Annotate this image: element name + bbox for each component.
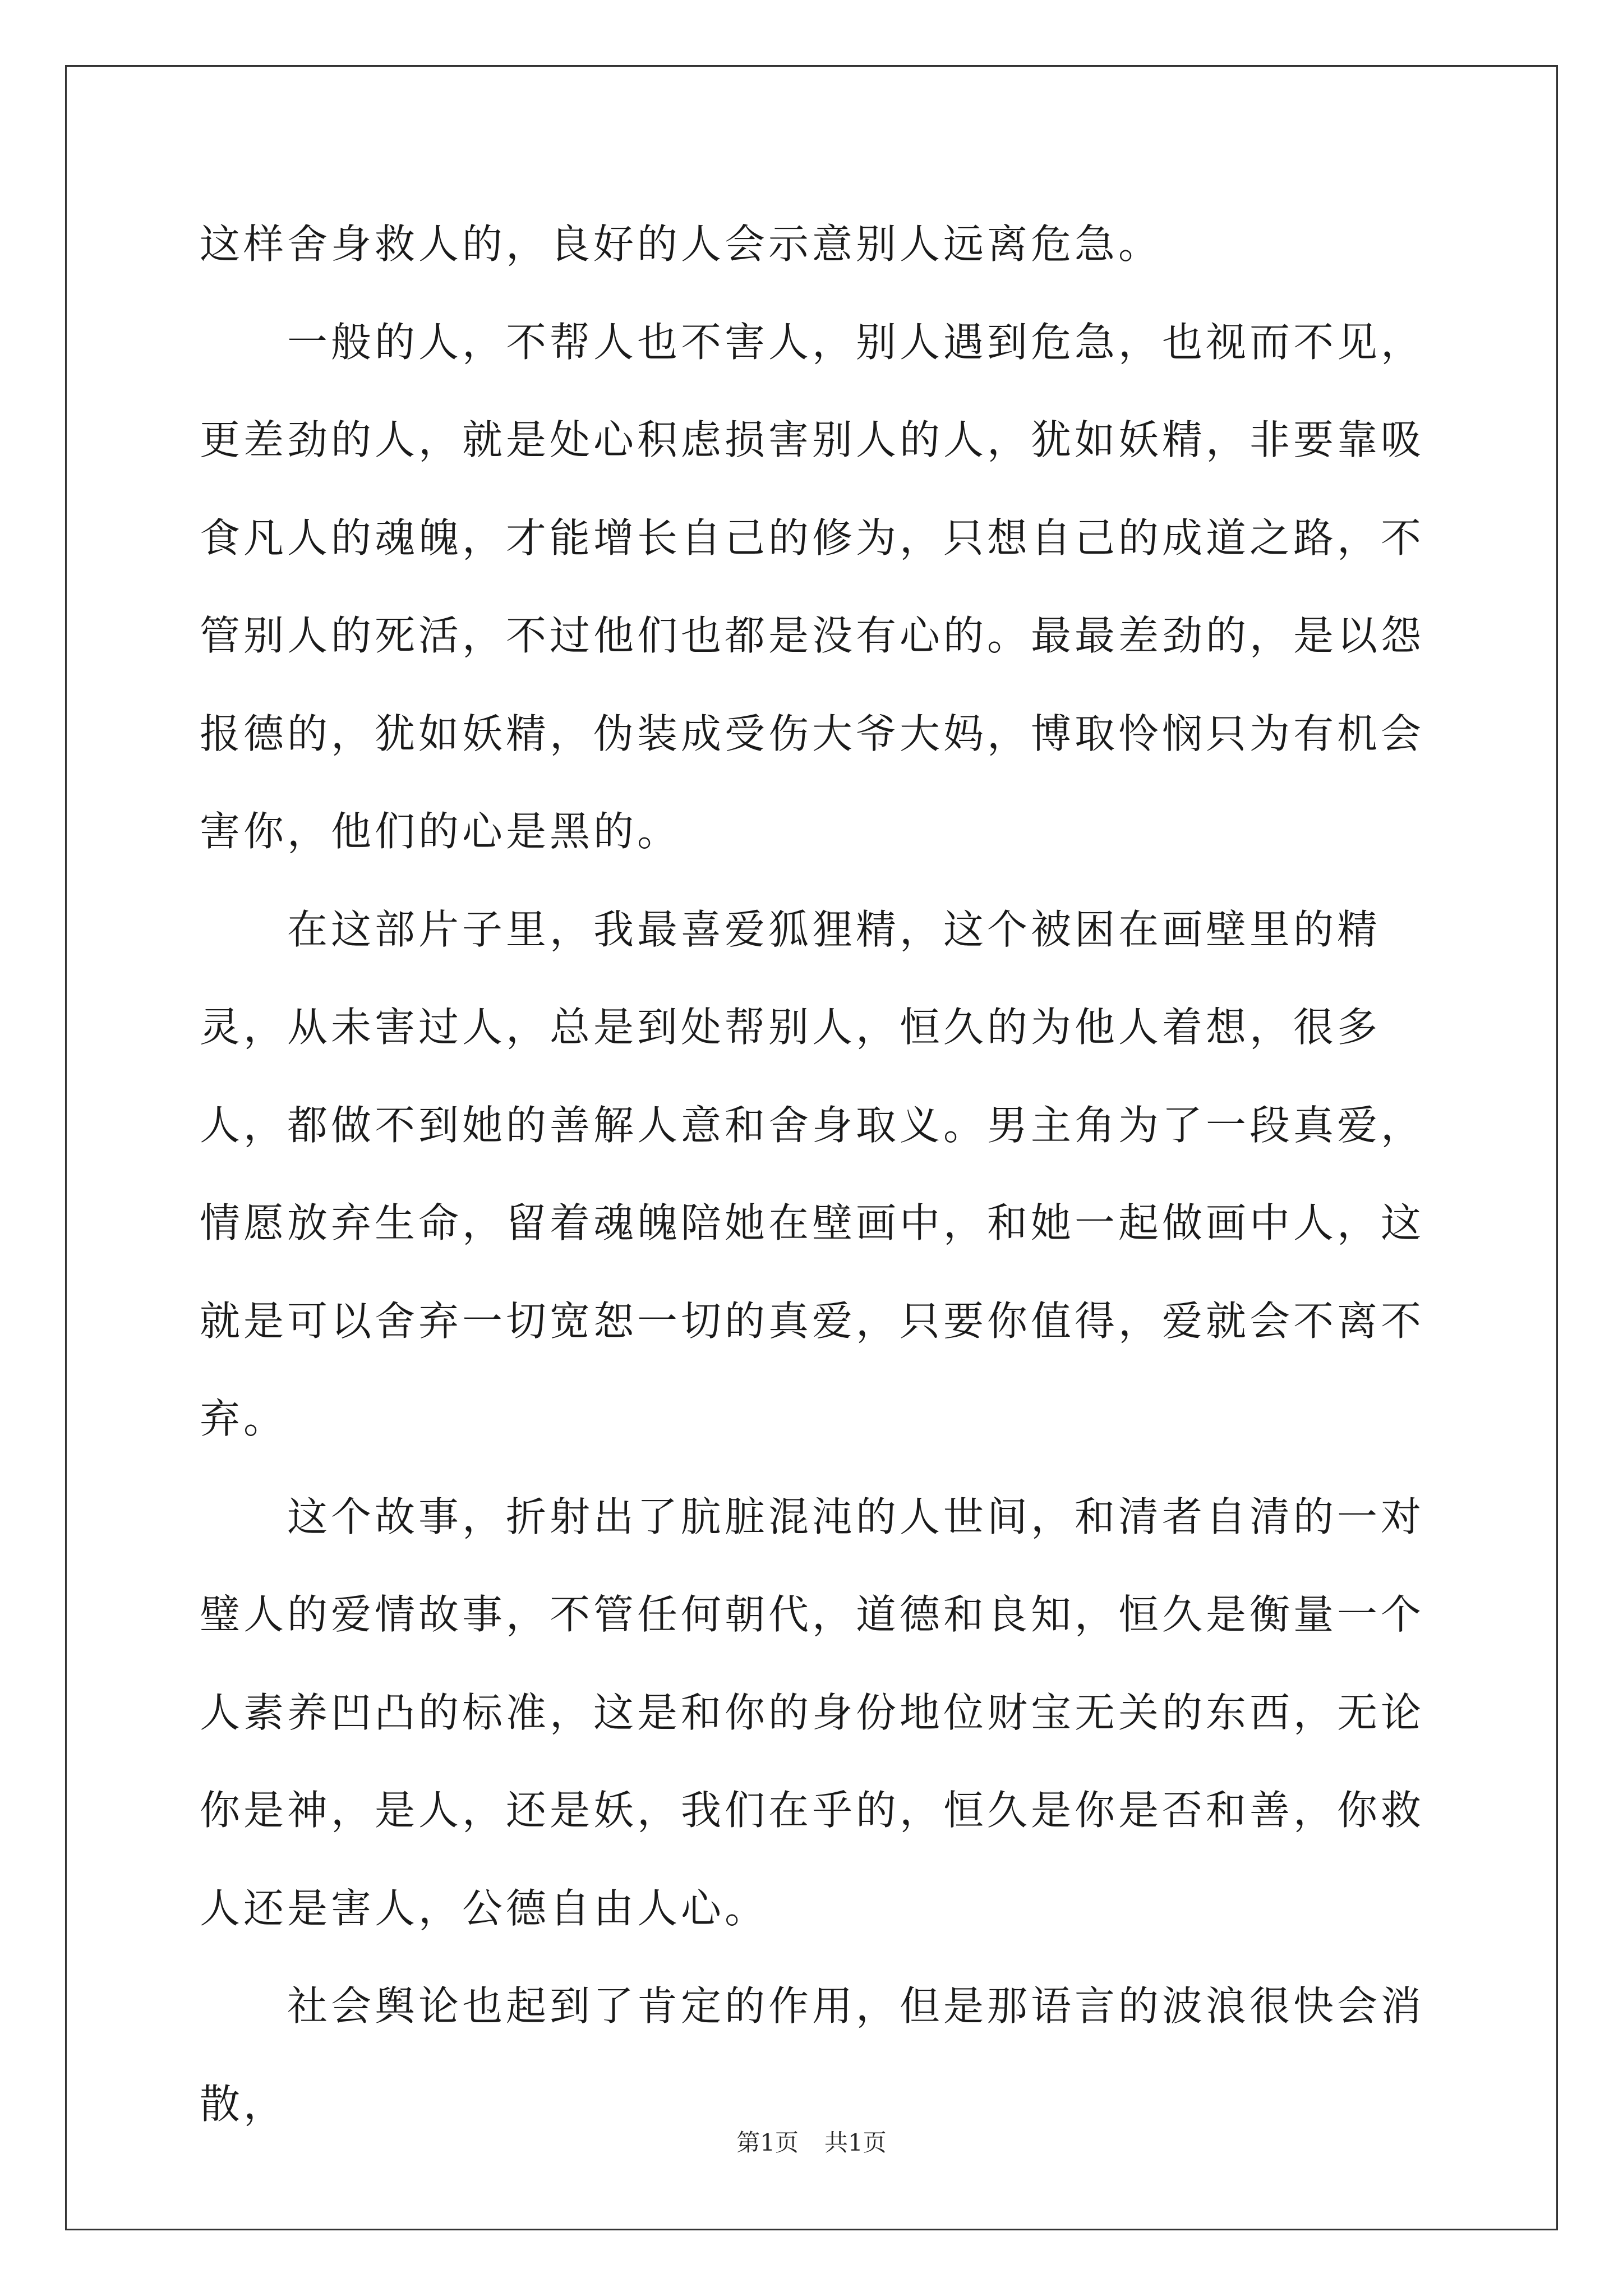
paragraph-5: 社会舆论也起到了肯定的作用，但是那语言的波浪很快会消散， bbox=[200, 1982, 1425, 2128]
paragraph-1: 这样舍身救人的，良好的人会示意别人远离危急。 bbox=[200, 220, 1163, 268]
paragraph-3: 在这部片子里，我最喜爱狐狸精，这个被困在画壁里的精灵，从未害过人，总是到处帮别人，恒久的为他人着想，很多人，都做不到她的善解人意和舍身取义。男主角为了一段真爱，情愿放弃生命，留着魂魄陪她在壁画中，和她一起做画中人，这就是可以舍弃一切宽恕一切的真爱，只要你值得，爱就会不离不弃。 bbox=[200, 905, 1425, 1442]
page-number-current: 第1页 bbox=[736, 2129, 799, 2156]
document-body bbox=[200, 195, 1433, 2153]
paragraph-2: 一般的人，不帮人也不害人，别人遇到危急，也视而不见，更差劲的人，就是处心积虑损害别人的人，犹如妖精，非要靠吸食凡人的魂魄，才能增长自己的修为，只想自己的成道之路，不管别人的死活，不过他们也都是没有心的。最最差劲的，是以怨报德的，犹如妖精，伪装成受伤大爷大妈，博取怜悯只为有机会害你，他们的心是黑的。 bbox=[200, 318, 1425, 855]
paragraph-4: 这个故事，折射出了肮脏混沌的人世间，和清者自清的一对璧人的爱情故事，不管任何朝代，道德和良知，恒久是衡量一个人素养凹凸的标准，这是和你的身份地位财宝无关的东西，无论你是神，是人，还是妖，我们在乎的，恒久是你是否和善，你救人还是害人，公德自由人心。 bbox=[200, 1493, 1425, 1932]
page-footer bbox=[0, 2126, 1623, 2160]
page-number-total: 共1页 bbox=[824, 2129, 887, 2156]
